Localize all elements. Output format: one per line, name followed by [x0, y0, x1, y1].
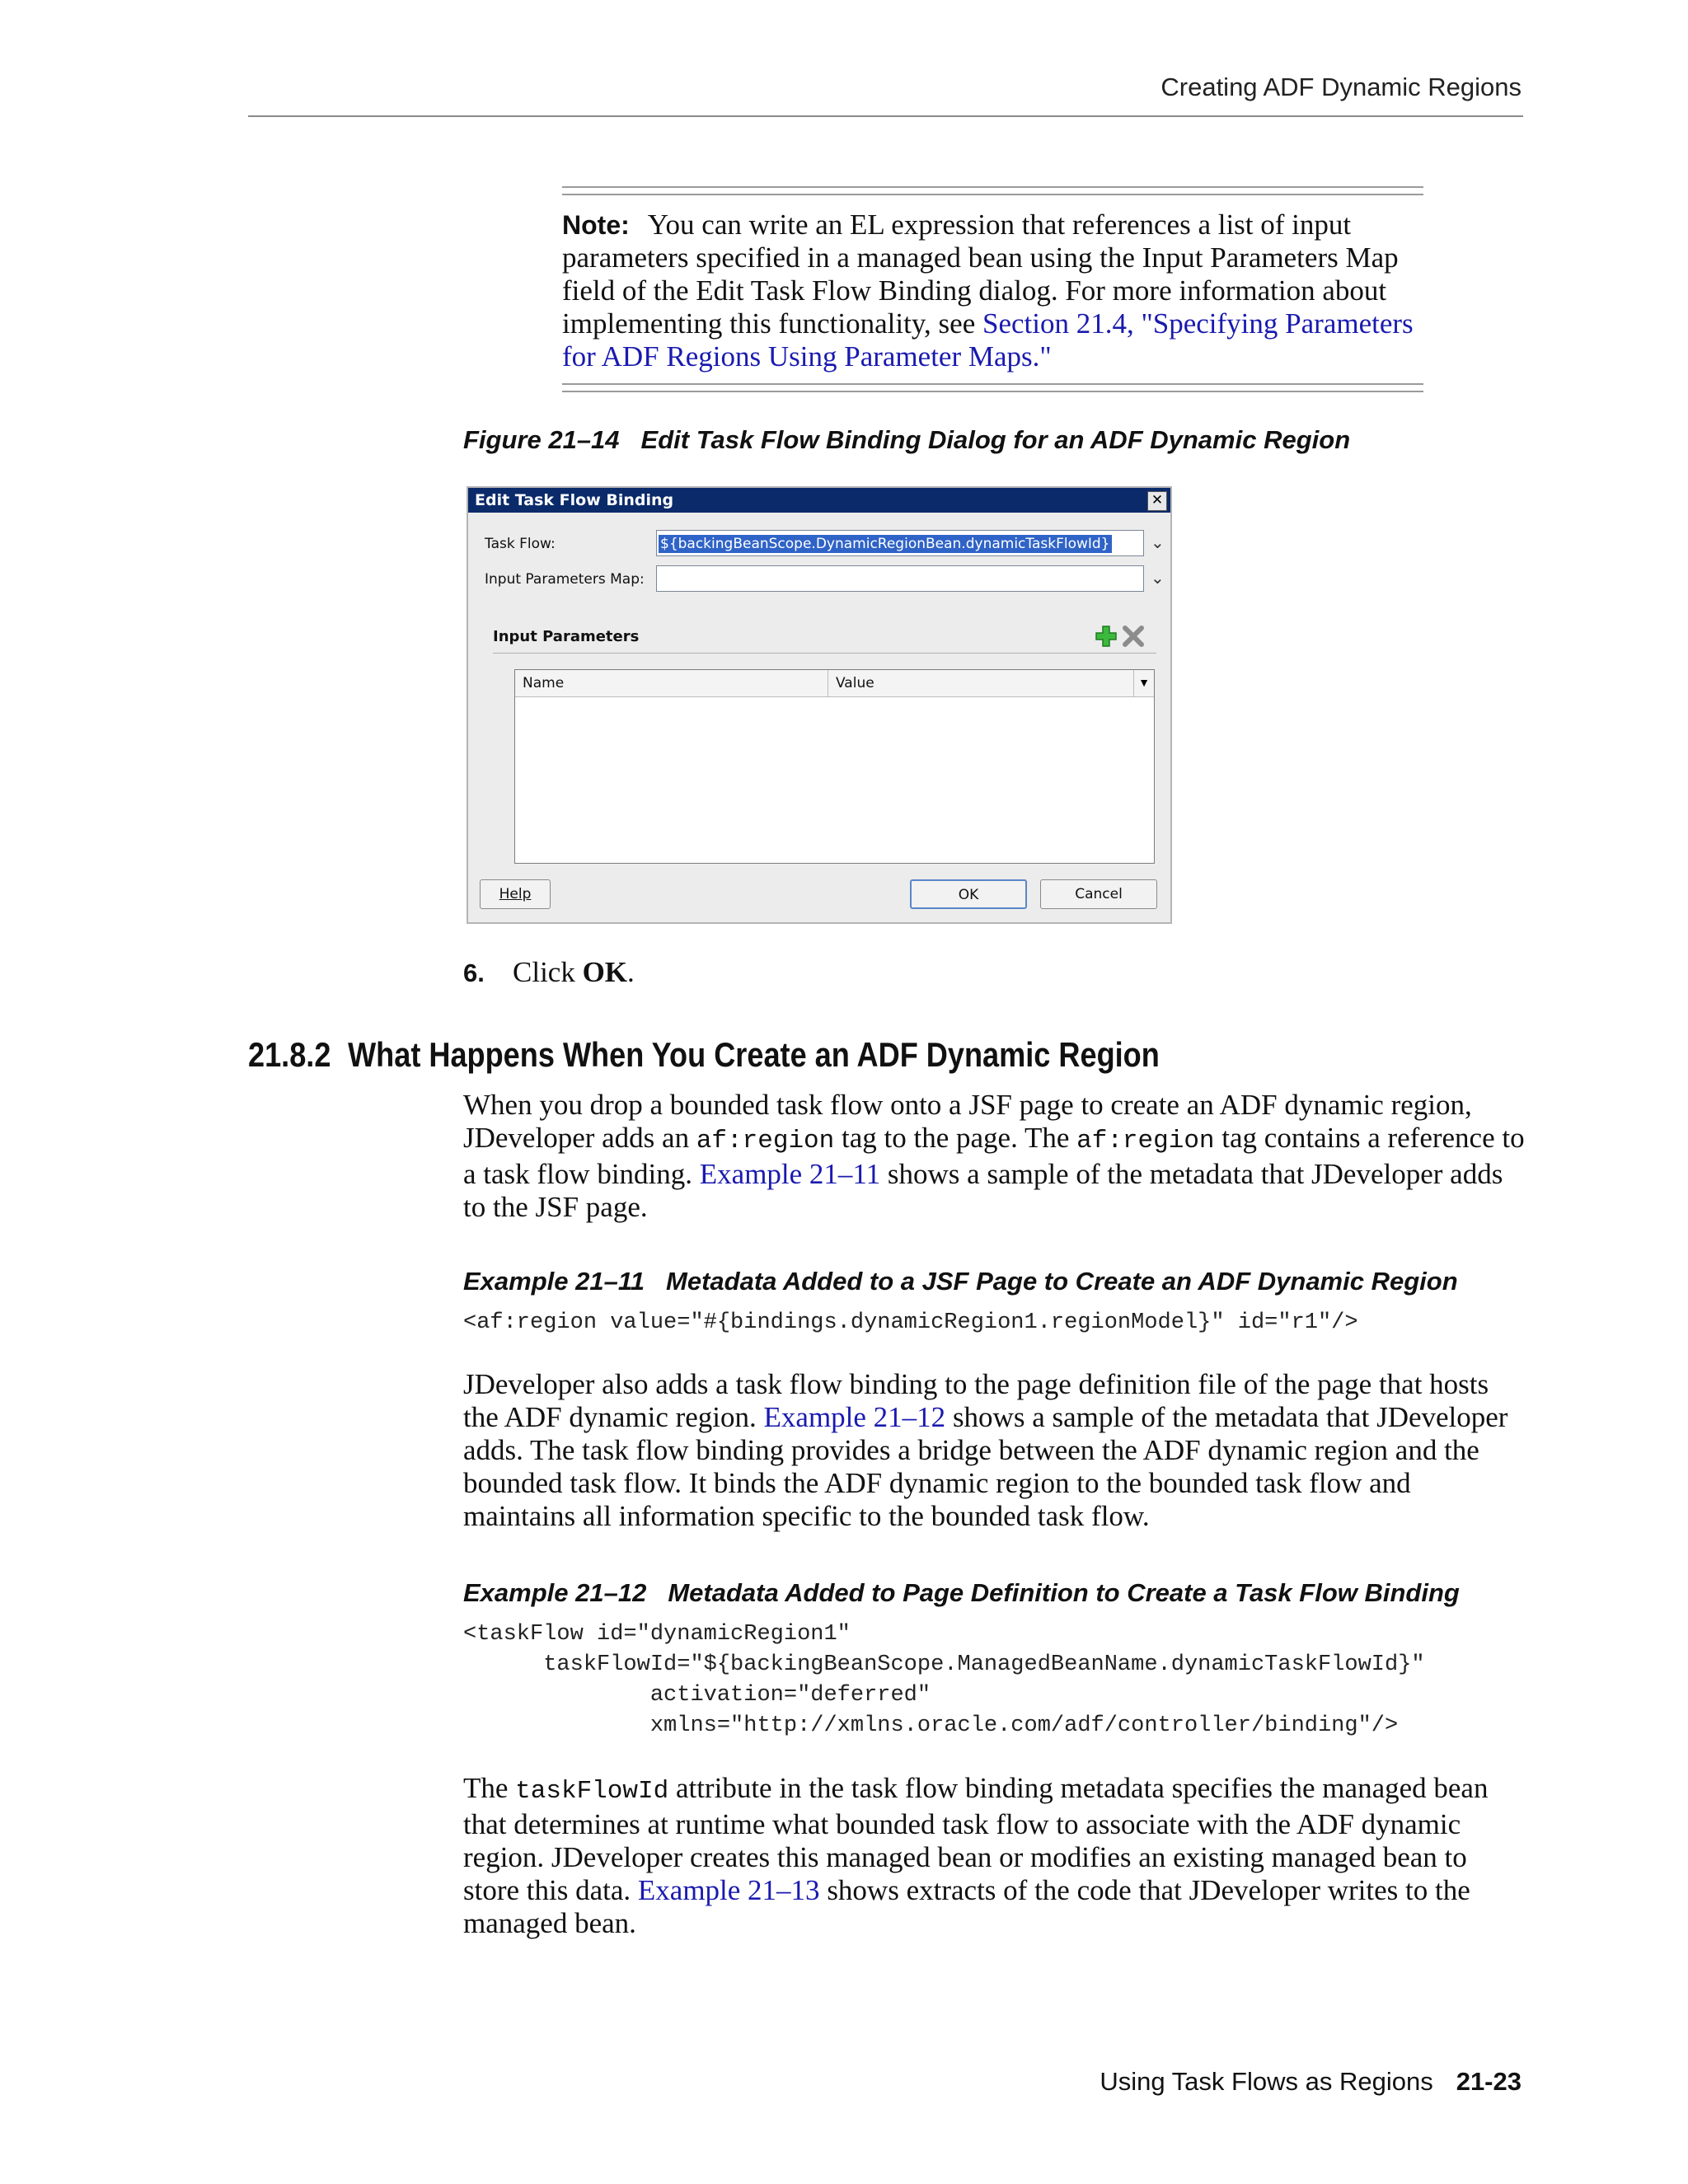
- para2-link[interactable]: Example 21–12: [763, 1401, 946, 1433]
- input-parameters-map-label: Input Parameters Map:: [485, 571, 645, 588]
- step-text-suffix: .: [627, 956, 635, 988]
- add-icon[interactable]: [1095, 625, 1118, 648]
- para1-text-4: shows a sample of the metadata that JDeveloper adds to the JSF page.: [463, 1158, 1503, 1223]
- paragraph-2: [463, 1368, 1526, 1533]
- note-body: [562, 195, 1423, 383]
- dialog-title: Edit Task Flow Binding: [475, 491, 674, 509]
- input-parameters-heading: Input Parameters: [493, 628, 640, 645]
- note-bottom-rule: [562, 383, 1423, 392]
- example-1-caption: [463, 1267, 1458, 1296]
- para3-code: taskFlowId: [515, 1777, 669, 1806]
- figure-caption: [463, 425, 1350, 455]
- para2-text-1: JDeveloper also adds a task flow binding to the page definition file of the page that hosts the ADF dynamic region.: [463, 1368, 1489, 1433]
- column-header-name[interactable]: Name: [515, 670, 828, 697]
- para3-text-2: attribute in the task flow binding metadata specifies the managed bean that determines at runtime what bounded task flow to associate with the ADF dynamic region. JDeveloper creates this managed bean or modifies an existing managed bean to store this data.: [463, 1772, 1489, 1906]
- help-button-label: Help: [499, 886, 532, 902]
- running-header: Creating ADF Dynamic Regions: [1160, 73, 1522, 101]
- header-rule: [248, 115, 1523, 117]
- help-button[interactable]: [480, 879, 551, 909]
- figure-number: Figure 21–14: [463, 425, 620, 454]
- edit-task-flow-binding-dialog: [467, 486, 1172, 924]
- section-divider: [493, 653, 1156, 654]
- step-number: 6.: [463, 958, 485, 987]
- delete-icon[interactable]: [1122, 625, 1145, 648]
- para1-code-1: af:region: [696, 1127, 835, 1155]
- step-text-prefix: Click: [513, 956, 583, 988]
- step-6: [463, 956, 635, 989]
- note-box: [562, 186, 1423, 392]
- task-flow-label: Task Flow:: [485, 536, 556, 552]
- step-text-bold: OK: [582, 956, 628, 988]
- input-parameters-table[interactable]: [514, 669, 1155, 864]
- input-parameters-map-input[interactable]: [656, 565, 1144, 592]
- section-title: What Happens When You Create an ADF Dynamic Region: [348, 1035, 1160, 1074]
- example-1-number: Example 21–11: [463, 1267, 645, 1296]
- example-1-code: <af:region value="#{bindings.dynamicRegion1.regionModel}" id="r1"/>: [463, 1310, 1358, 1335]
- para1-link[interactable]: Example 21–11: [699, 1158, 881, 1190]
- example-2-code: <taskFlow id="dynamicRegion1" taskFlowId="${backingBeanScope.ManagedBeanName.dynamicTaskFlowId}" activation="deferred" xmlns="http://xmlns.oracle.com/adf/controller/binding"/>: [463, 1622, 1425, 1738]
- close-icon[interactable]: ✕: [1147, 491, 1167, 511]
- para2-text-2: shows a sample of the metadata that JDeveloper adds. The task flow binding provides a bridge between the ADF dynamic region and the bounded task flow. It binds the ADF dynamic region to the bounded task flow and maintains all information specific to the bounded task flow.: [463, 1401, 1508, 1532]
- section-heading: [248, 1035, 1160, 1075]
- paragraph-1: [463, 1089, 1526, 1224]
- paragraph-3: [463, 1772, 1526, 1940]
- ok-button[interactable]: OK: [910, 879, 1027, 909]
- example-2-caption: [463, 1578, 1460, 1608]
- example-1-title: Metadata Added to a JSF Page to Create an ADF Dynamic Region: [666, 1267, 1458, 1296]
- footer-title: Using Task Flows as Regions: [1100, 2067, 1433, 2096]
- column-header-value[interactable]: Value: [836, 675, 874, 691]
- section-number: 21.8.2: [248, 1035, 331, 1074]
- column-menu-dropdown-icon[interactable]: ▼: [1133, 670, 1154, 697]
- task-flow-dropdown-chevron-icon[interactable]: ⌄: [1151, 532, 1165, 552]
- task-flow-input[interactable]: [656, 530, 1144, 556]
- para1-text-3: tag contains a reference to a task flow binding.: [463, 1122, 1525, 1190]
- task-flow-value: ${backingBeanScope.DynamicRegionBean.dynamicTaskFlowId}: [660, 536, 1110, 552]
- note-label: Note:: [562, 210, 630, 240]
- note-link[interactable]: Section 21.4, "Specifying Parameters for ADF Regions Using Parameter Maps.": [562, 307, 1414, 373]
- para1-code-2: af:region: [1076, 1127, 1215, 1155]
- para1-text-2: tag to the page. The: [834, 1122, 1077, 1154]
- example-2-number: Example 21–12: [463, 1578, 647, 1607]
- note-text: You can write an EL expression that references a list of input parameters specified in a managed bean using the Input Parameters Map field of the Edit Task Flow Binding dialog. For more information about implementing this functionality, see: [562, 209, 1399, 340]
- dialog-titlebar: [468, 488, 1170, 513]
- page-footer: [1100, 2067, 1522, 2097]
- note-top-rule: [562, 186, 1423, 195]
- input-map-dropdown-chevron-icon[interactable]: ⌄: [1151, 568, 1165, 588]
- para3-link[interactable]: Example 21–13: [637, 1874, 820, 1906]
- page-number: 21-23: [1456, 2067, 1522, 2096]
- cancel-button[interactable]: Cancel: [1040, 879, 1157, 909]
- para3-text-1: The: [463, 1772, 516, 1804]
- example-2-title: Metadata Added to Page Definition to Create a Task Flow Binding: [668, 1578, 1460, 1607]
- para3-text-3: shows extracts of the code that JDeveloper writes to the managed bean.: [463, 1874, 1470, 1939]
- table-header: [515, 670, 1154, 697]
- para1-text-1: When you drop a bounded task flow onto a JSF page to create an ADF dynamic region, JDeveloper adds an: [463, 1089, 1472, 1154]
- figure-title: Edit Task Flow Binding Dialog for an ADF Dynamic Region: [640, 425, 1351, 454]
